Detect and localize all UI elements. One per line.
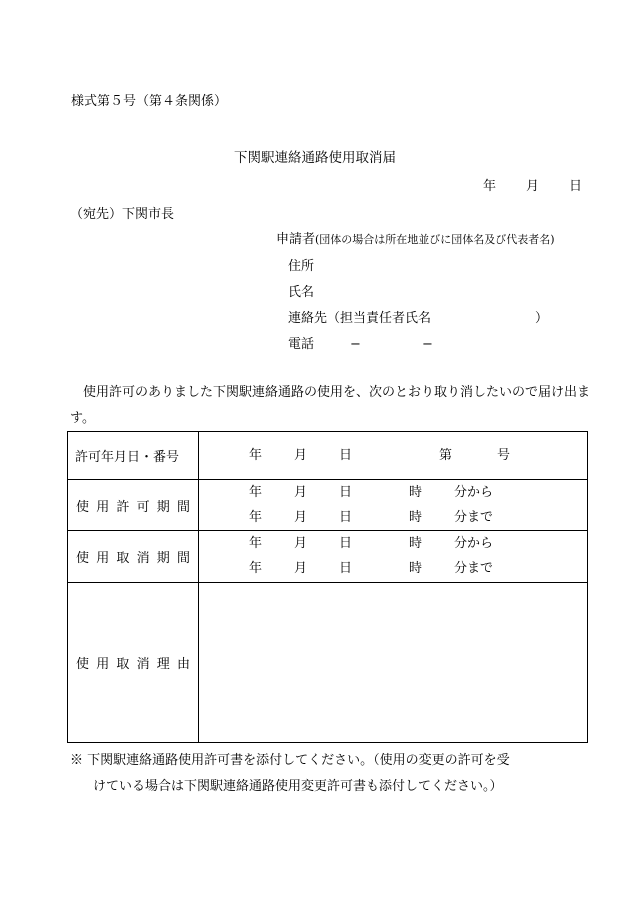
r1-month: 月 [294, 448, 308, 463]
lab3-c4: 期 [156, 551, 170, 566]
phone-label: 電話 [288, 337, 315, 352]
r3-to-day: 日 [339, 561, 353, 576]
lab3-c1: 用 [96, 551, 110, 566]
lab3-c2: 取 [116, 551, 130, 566]
applicant-heading [276, 233, 555, 246]
name-label: 氏名 [288, 285, 315, 300]
contact-label: 連絡先（担当責任者氏名 [288, 311, 432, 326]
r3-from-min: 分から [454, 536, 494, 551]
cell-cancel-reason[interactable] [199, 583, 588, 743]
lab2-c0: 使 [76, 499, 90, 515]
address-label: 住所 [288, 259, 315, 274]
table-row-permit-number [68, 432, 588, 480]
lab3-c0: 使 [76, 551, 90, 566]
r2-from-min: 分から [454, 485, 494, 500]
lab4-c0: 使 [76, 657, 90, 672]
lab4-c3: 消 [136, 657, 150, 672]
r2-to-min: 分まで [454, 510, 494, 525]
attachment-note [70, 748, 510, 800]
cell-permit-period[interactable] [199, 480, 588, 531]
lab2-c1: 用 [96, 499, 110, 515]
lab2-c2: 許 [116, 499, 130, 515]
table-row-cancel-reason [68, 583, 588, 743]
r2-from-month: 月 [294, 485, 308, 500]
r2-to-hour: 時 [409, 510, 423, 525]
label-permit-date-number-text: 許可年月日・番号 [75, 450, 180, 465]
r1-year: 年 [249, 448, 263, 463]
r3-from-hour: 時 [409, 536, 423, 551]
r3-to-hour: 時 [409, 561, 423, 576]
lab4-c2: 取 [116, 657, 130, 672]
label-permit-period [68, 480, 199, 531]
r3-to-month: 月 [294, 561, 308, 576]
r2-to-year: 年 [249, 510, 263, 525]
table-row-cancel-period [68, 531, 588, 583]
lab4-c5: 由 [176, 657, 190, 672]
lab2-c3: 可 [136, 499, 150, 515]
applicant-label: 申請者 [276, 232, 316, 247]
lab3-c3: 消 [136, 551, 150, 566]
body-text: 使用許可のありました下関駅連絡通路の使用を、次のとおり取り消したいので届け出ます。 [70, 385, 591, 426]
lab2-c5: 間 [176, 499, 190, 515]
r1-no-suffix: 号 [497, 448, 511, 463]
date-year: 年 [483, 179, 497, 194]
contact-close-paren: ） [535, 311, 549, 326]
cell-permit-date-number[interactable] [199, 432, 588, 480]
r2-to-month: 月 [294, 510, 308, 525]
r2-to-day: 日 [339, 510, 353, 525]
document-title: 下関駅連絡通路使用取消届 [234, 150, 396, 166]
note-line-2: けている場合は下関駅連絡通路使用変更許可書も添付してください。） [93, 779, 503, 794]
r2-from-day: 日 [339, 485, 353, 500]
label-cancel-reason [68, 583, 199, 743]
r3-from-year: 年 [249, 536, 263, 551]
phone-dash-1: − [350, 337, 361, 352]
r3-from-day: 日 [339, 536, 353, 551]
label-permit-date-number [68, 432, 199, 480]
r3-from-month: 月 [294, 536, 308, 551]
r3-to-year: 年 [249, 561, 263, 576]
r2-from-year: 年 [249, 485, 263, 500]
date-day: 日 [569, 179, 583, 194]
r1-day: 日 [339, 448, 353, 463]
applicant-note: (団体の場合は所在地並びに団体名及び代表者名) [315, 233, 555, 246]
lab4-c1: 用 [96, 657, 110, 672]
note-line-1: ※ 下関駅連絡通路使用許可書を添付してください。（使用の変更の許可を受 [70, 753, 510, 768]
lab2-c4: 期 [156, 499, 170, 515]
cancellation-table [67, 431, 588, 743]
date-month: 月 [526, 179, 540, 194]
label-cancel-period [68, 531, 199, 583]
r1-no-prefix: 第 [439, 448, 453, 463]
form-number: 様式第５号（第４条関係） [71, 94, 228, 109]
table-row-permit-period [68, 480, 588, 531]
phone-dash-2: − [422, 337, 433, 352]
lab3-c5: 間 [176, 551, 190, 566]
lab4-c4: 理 [156, 657, 170, 672]
cell-cancel-period[interactable] [199, 531, 588, 583]
r3-to-min: 分まで [454, 561, 494, 576]
addressee: （宛先）下関市長 [70, 207, 175, 222]
r2-from-hour: 時 [409, 485, 423, 500]
